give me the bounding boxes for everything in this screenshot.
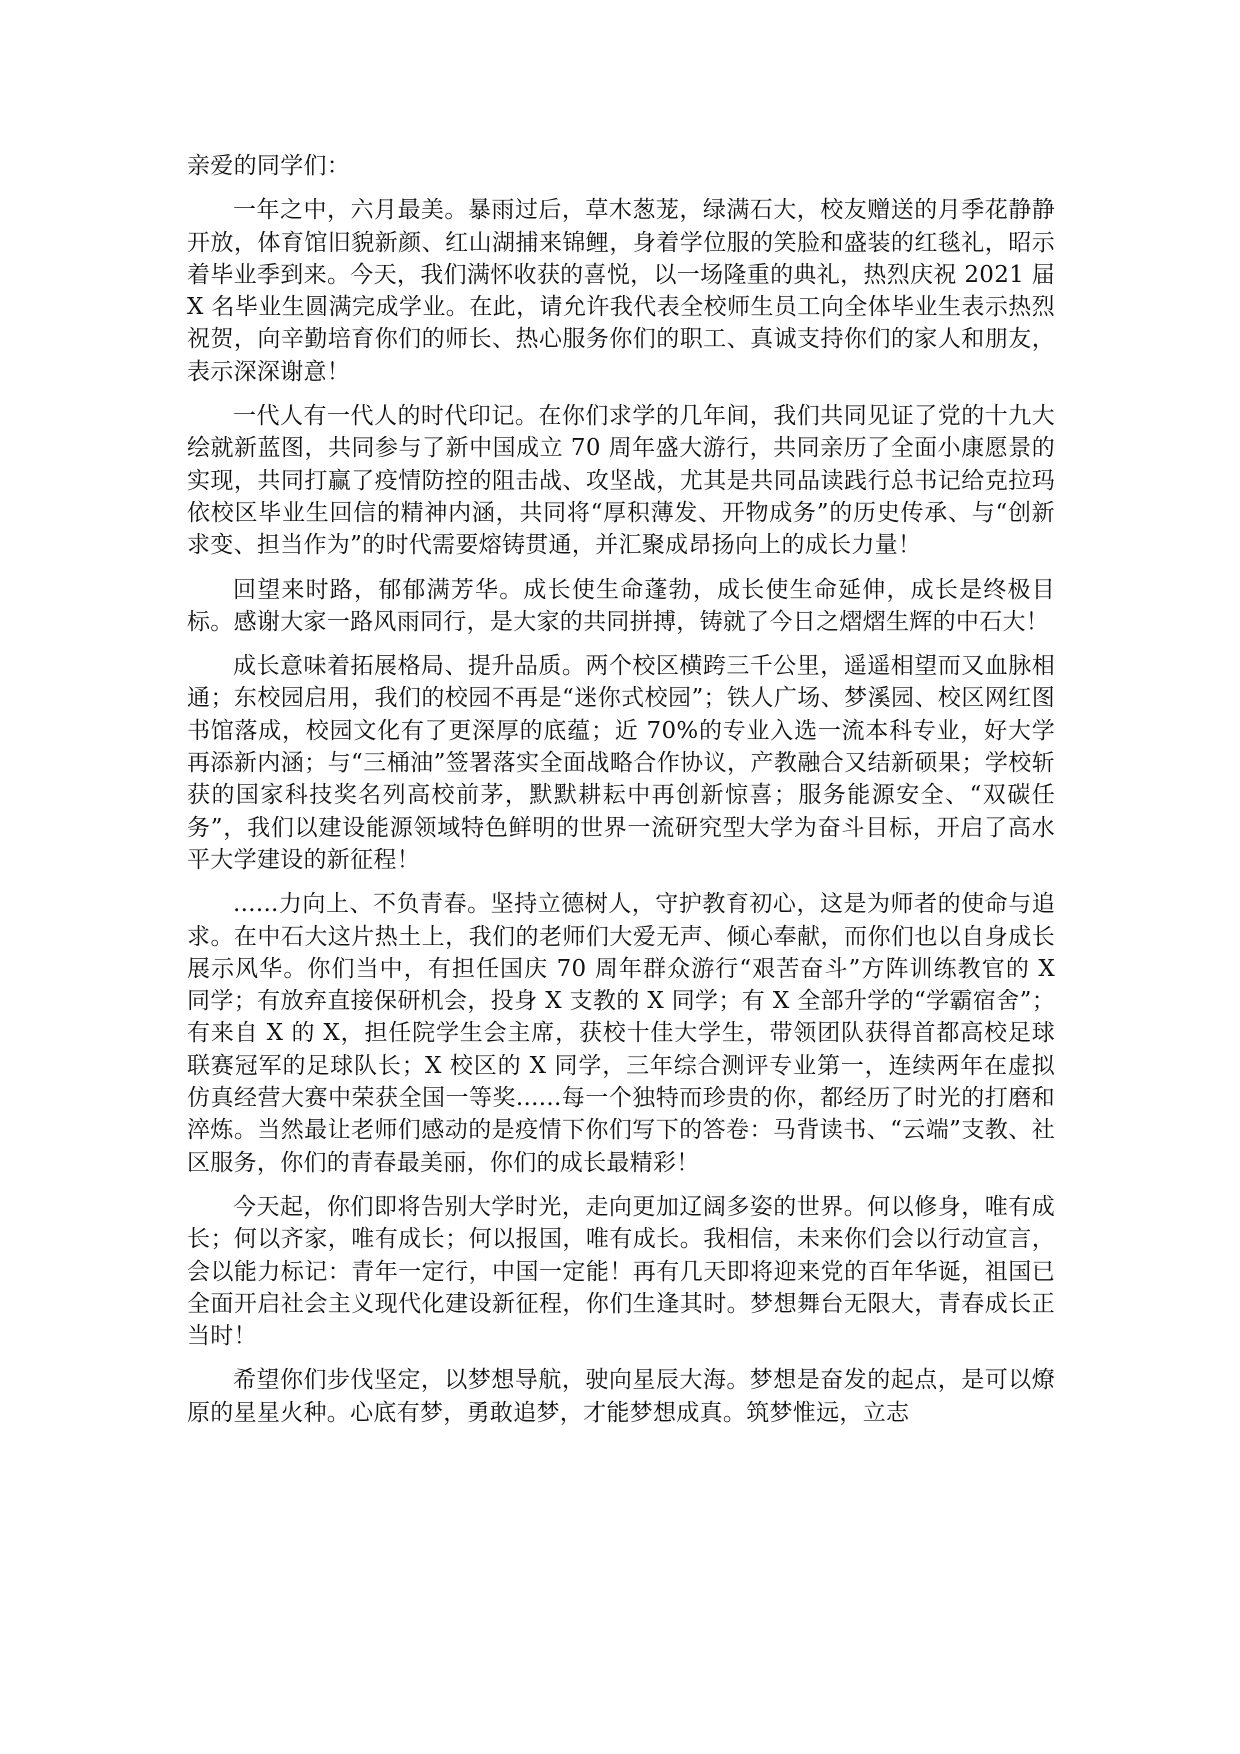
paragraph-6: 今天起，你们即将告别大学时光，走向更加辽阔多姿的世界。何以修身，唯有成长；何以齐家，唯有成长；何以报国，唯有成长。我相信，未来你们会以行动宣言，会以能力标记：青年一定行，中国一定能！再有几天即将迎来党的百年华诞，祖国已全面开启社会主义现代化建设新征程，你们生逢其时。梦想舞台无限大，青春成长正当时！	[187, 1193, 1055, 1350]
salutation: 亲爱的同学们：	[187, 153, 351, 179]
paragraph-7: 希望你们步伐坚定，以梦想导航，驶向星辰大海。梦想是奋发的起点，是可以燎原的星星火种。心底有梦，勇敢追梦，才能梦想成真。筑梦惟远，立志	[187, 1367, 1055, 1426]
paragraph-3: 回望来时路，郁郁满芳华。成长使生命蓬勃，成长使生命延伸，成长是终极目标。感谢大家一路风雨同行，是大家的共同拼搏，铸就了今日之熠熠生辉的中石大！	[187, 576, 1055, 635]
letter-body	[187, 150, 1055, 1441]
paragraph-2: 一代人有一代人的时代印记。在你们求学的几年间，我们共同见证了党的十九大绘就新蓝图，共同参与了新中国成立 70 周年盛大游行，共同亲历了全面小康愿景的实现，共同打赢了疫情防控的阻击战、攻坚战，尤其是共同品读践行总书记给克拉玛依校区毕业生回信的精神内涵，共同将“厚积薄发、开物成务”的历史传承、与“创新求变、担当作为”的时代需要熔铸贯通，并汇聚成昂扬向上的成长力量！	[187, 403, 1055, 559]
paragraph-4: 成长意味着拓展格局、提升品质。两个校区横跨三千公里，遥遥相望而又血脉相通；东校园启用，我们的校园不再是“迷你式校园”；铁人广场、梦溪园、校区网红图书馆落成，校园文化有了更深厚的底蕴；近 70%的专业入选一流本科专业，好大学再添新内涵；与“三桶油”签署落实全面战略合作协议，产教融合又结新硕果；学校斩获的国家科技奖名列高校前茅，默默耕耘中再创新惊喜；服务能源安全、“双碳任务”，我们以建设能源领域特色鲜明的世界一流研究型大学为奋斗目标，开启了高水平大学建设的新征程！	[187, 653, 1055, 873]
paragraph-5: ......力向上、不负青春。坚持立德树人，守护教育初心，这是为师者的使命与追求。在中石大这片热土上，我们的老师们大爱无声、倾心奉献，而你们也以自身成长展示风华。你们当中，有担任国庆 70 周年群众游行“艰苦奋斗”方阵训练教官的 X 同学；有放弃直接保研机会，投身 X 支教的 X 同学；有 X 全部升学的“学霸宿舍”；有来自 X 的 X，担任院学生会主席，获校十佳大学生，带领团队获得首都高校足球联赛冠军的足球队长；X 校区的 X 同学，三年综合测评专业第一，连续两年在虚拟仿真经营大赛中荣获全国一等奖......每一个独特而珍贵的你，都经历了时光的打磨和淬炼。当然最让老师们感动的是疫情下你们写下的答卷：马背读书、“云端”支教、社区服务，你们的青春最美丽，你们的成长最精彩！	[187, 891, 1055, 1176]
paragraph-1: 一年之中，六月最美。暴雨过后，草木葱茏，绿满石大，校友赠送的月季花静静开放，体育馆旧貌新颜、红山湖捕来锦鲤，身着学位服的笑脸和盛装的红毯礼，昭示着毕业季到来。今天，我们满怀收获的喜悦，以一场隆重的典礼，热烈庆祝 2021 届 X 名毕业生圆满完成学业。在此，请允许我代表全校师生员工向全体毕业生表示热烈祝贺，向辛勤培育你们的师长、热心服务你们的职工、真诚支持你们的家人和朋友，表示深深谢意！	[187, 197, 1055, 385]
